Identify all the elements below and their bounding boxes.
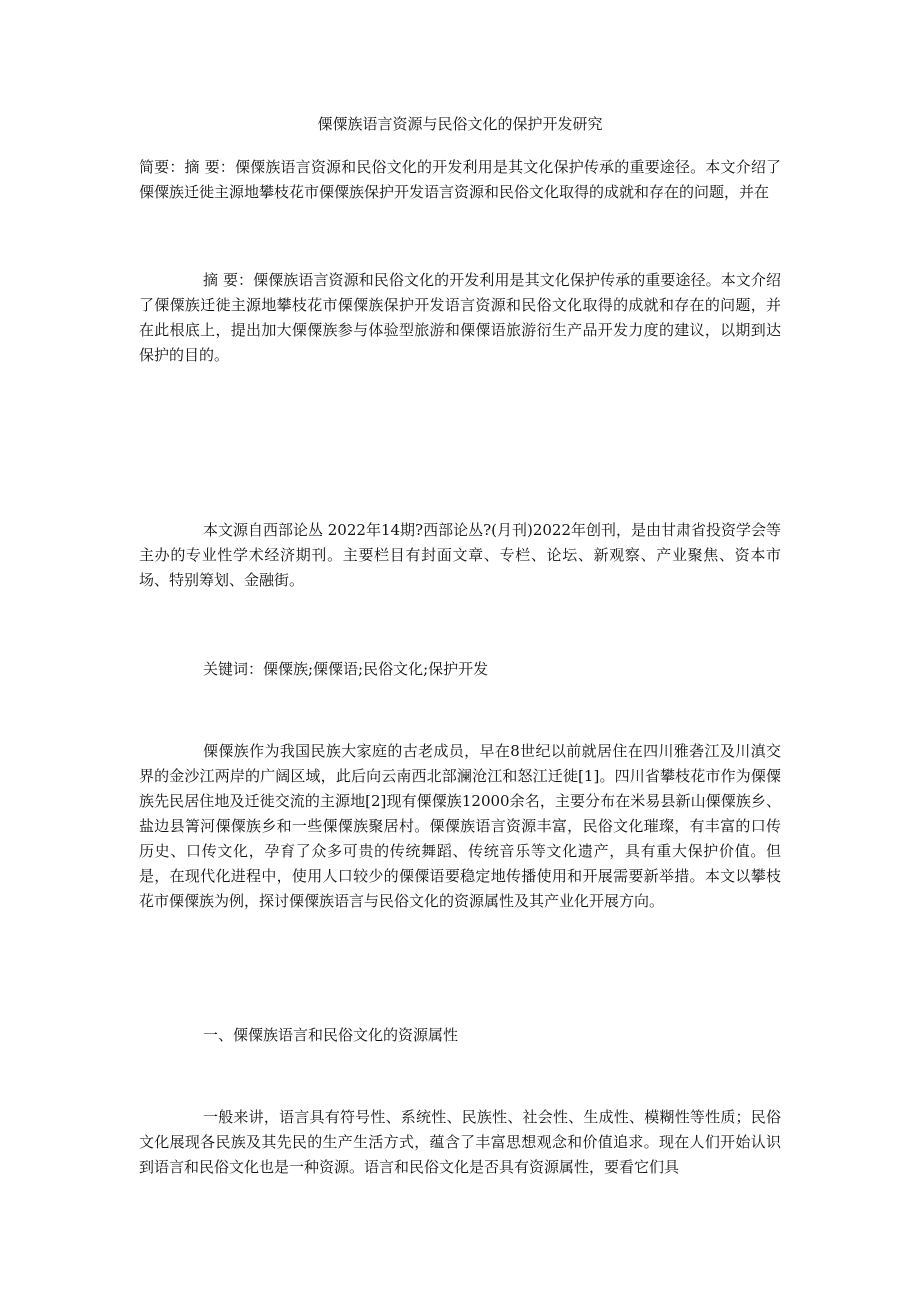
section-heading: 一、傈僳族语言和民俗文化的资源属性: [203, 1026, 459, 1044]
summary-paragraph: 简要：摘 要：傈僳族语言资源和民俗文化的开发利用是其文化保护传承的重要途径。本文介绍了傈僳族迁徙主源地攀枝花市傈僳族保护开发语言资源和民俗文化取得的成就和存在的问题，并在: [139, 158, 781, 201]
source-paragraph: 本文源自西部论丛 2022年14期?西部论丛?(月刊)2022年创刊，是由甘肃省投资学会等主办的专业性学术经济期刊。主要栏目有封面文章、专栏、论坛、新观察、产业聚焦、资本市场、特别筹划、金融街。: [139, 521, 781, 589]
section-paragraph: 一般来讲，语言具有符号性、系统性、民族性、社会性、生成性、模糊性等性质；民俗文化展现各民族及其先民的生产生活方式，蕴含了丰富思想观念和价值追求。现在人们开始认识到语言和民俗文化也是一种资源。语言和民俗文化是否具有资源属性，要看它们具: [139, 1108, 781, 1176]
intro-paragraph: 傈僳族作为我国民族大家庭的古老成员，早在8世纪以前就居住在四川雅砻江及川滇交界的金沙江两岸的广阔区域，此后向云南西北部澜沧江和怒江迁徙[1]。四川省攀枝花市作为傈僳族先民居住地及迁徙交流的主源地[2]现有傈僳族12000余名，主要分布在米易县新山傈僳族乡、盐边县箐河傈僳族乡和一些傈僳族聚居村。傈僳族语言资源丰富，民俗文化璀璨，有丰富的口传历史、口传文化，孕育了众多可贵的传统舞蹈、传统音乐等文化遗产，具有重大保护价值。但是，在现代化进程中，使用人口较少的傈僳语要稳定地传播使用和开展需要新举措。本文以攀枝花市傈僳族为例，探讨傈僳族语言与民俗文化的资源属性及其产业化开展方向。: [139, 742, 781, 910]
abstract-paragraph: 摘 要：傈僳族语言资源和民俗文化的开发利用是其文化保护传承的重要途径。本文介绍了傈僳族迁徙主源地攀枝花市傈僳族保护开发语言资源和民俗文化取得的成就和存在的问题，并在此根底上，提出加大傈僳族参与体验型旅游和傈僳语旅游衍生产品开发力度的建议，以期到达保护的目的。: [139, 271, 781, 364]
document-title: 傈僳族语言资源与民俗文化的保护开发研究: [317, 115, 603, 133]
keywords-line: 关键词：傈僳族;傈僳语;民俗文化;保护开发: [203, 660, 489, 678]
